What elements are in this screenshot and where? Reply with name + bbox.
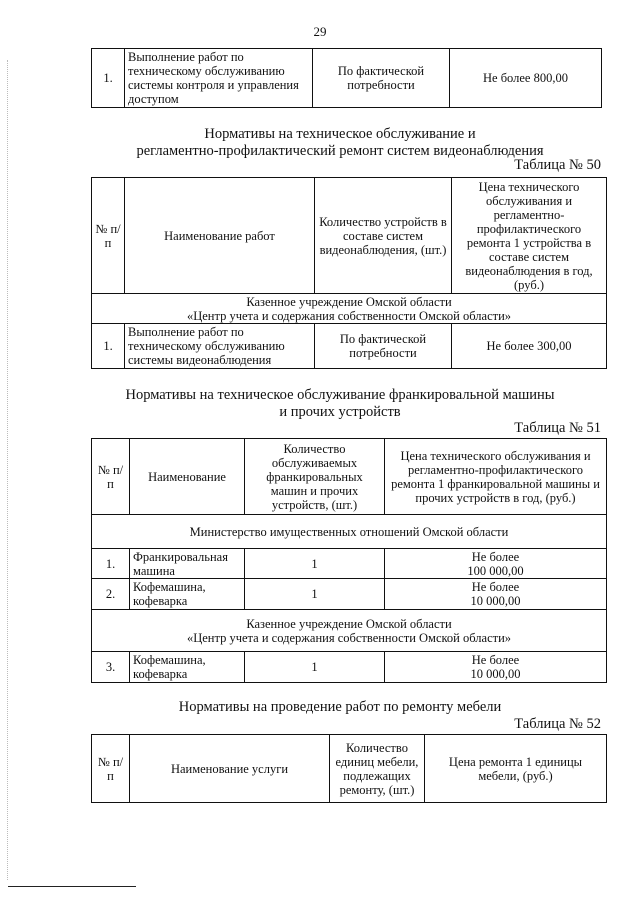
table-header-row [92,178,607,294]
table-row [92,549,607,579]
table-51 [91,438,607,683]
heading-line: Нормативы на техническое обслуживание и [204,126,476,142]
work-name: Выполнение работ по техническому обслуживанию системы контроля и управления доступом [125,49,313,108]
price-line: 100 000,00 [467,563,524,578]
table-50 [91,177,607,369]
quantity: 1 [245,652,385,683]
header-number: № п/п [92,439,130,515]
header-price: Цена технического обслуживания и регламентно-профилактического ремонта 1 франкировальной машины и прочих устройств в год, (руб.) [385,439,607,515]
header-name: Наименование работ [125,178,315,294]
table-row [92,324,607,369]
section50-heading [60,126,620,160]
item-name: Кофемашина, кофеварка [130,579,245,610]
price-line: 10 000,00 [470,667,521,681]
table-row [92,49,602,108]
footnote-separator [8,886,136,887]
price: Не более 300,00 [452,324,607,369]
table-continuation [91,48,602,108]
header-quantity: Количество обслуживаемых франкировальных машин и прочих устройств, (шт.) [245,439,385,515]
table-52-label: Таблица № 52 [514,716,601,732]
heading-line: и прочих устройств [279,404,401,420]
price-line: Не более [471,549,520,564]
heading-line: Нормативы на техническое обслуживание франкировальной машины [125,387,555,403]
row-number: 3. [92,652,130,683]
quantity: По фактической потребности [315,324,452,369]
header-quantity: Количество устройств в составе систем видеонаблюдения, (шт.) [315,178,452,294]
heading-line: регламентно-профилактический ремонт систем видеонаблюдения [136,143,544,159]
group-cell [92,294,607,324]
row-number: 1. [92,324,125,369]
price [385,652,607,683]
page-number: 29 [313,24,327,39]
group-line: «Центр учета и содержания собственности Омской области» [186,308,512,323]
group-row [92,610,607,652]
group-cell: Министерство имущественных отношений Омской области [92,515,607,549]
row-number: 1. [92,549,130,579]
work-name: Выполнение работ по техническому обслуживанию системы видеонаблюдения [125,324,315,369]
table-row [92,652,607,683]
quantity: По фактической потребности [313,49,450,108]
group-line: Казенное учреждение Омской области [246,616,452,631]
row-number: 2. [92,579,130,610]
header-price: Цена ремонта 1 единицы мебели, (руб.) [425,735,607,803]
group-row [92,294,607,324]
table-52 [91,734,607,803]
table-50-label: Таблица № 50 [514,157,601,173]
group-line: «Центр учета и содержания собственности Омской области» [186,630,512,645]
group-row [92,515,607,549]
price-line: 10 000,00 [470,594,521,608]
header-quantity: Количество единиц мебели, подлежащих ремонту, (шт.) [330,735,425,803]
table-header-row [92,735,607,803]
row-number: 1. [92,49,125,108]
quantity: 1 [245,579,385,610]
quantity: 1 [245,549,385,579]
group-line: Казенное учреждение Омской области [246,294,452,309]
section52-heading: Нормативы на проведение работ по ремонту мебели [178,699,502,715]
header-name: Наименование услуги [130,735,330,803]
item-name: Франкировальная машина [130,549,245,579]
table-header-row [92,439,607,515]
table-row [92,579,607,610]
price [385,579,607,610]
price-line: Не более [471,653,520,667]
section51-heading [60,387,620,421]
group-cell [92,610,607,652]
table-51-label: Таблица № 51 [514,420,601,436]
margin-dotted-line [7,60,8,880]
header-name: Наименование [130,439,245,515]
header-number: № п/п [92,178,125,294]
price [385,549,607,579]
header-price: Цена технического обслуживания и регламентно-профилактического ремонта 1 устройства в составе систем видеонаблюдения в год, (руб.) [452,178,607,294]
price: Не более 800,00 [450,49,602,108]
item-name: Кофемашина, кофеварка [130,652,245,683]
price-line: Не более [471,580,520,594]
header-number: № п/п [92,735,130,803]
